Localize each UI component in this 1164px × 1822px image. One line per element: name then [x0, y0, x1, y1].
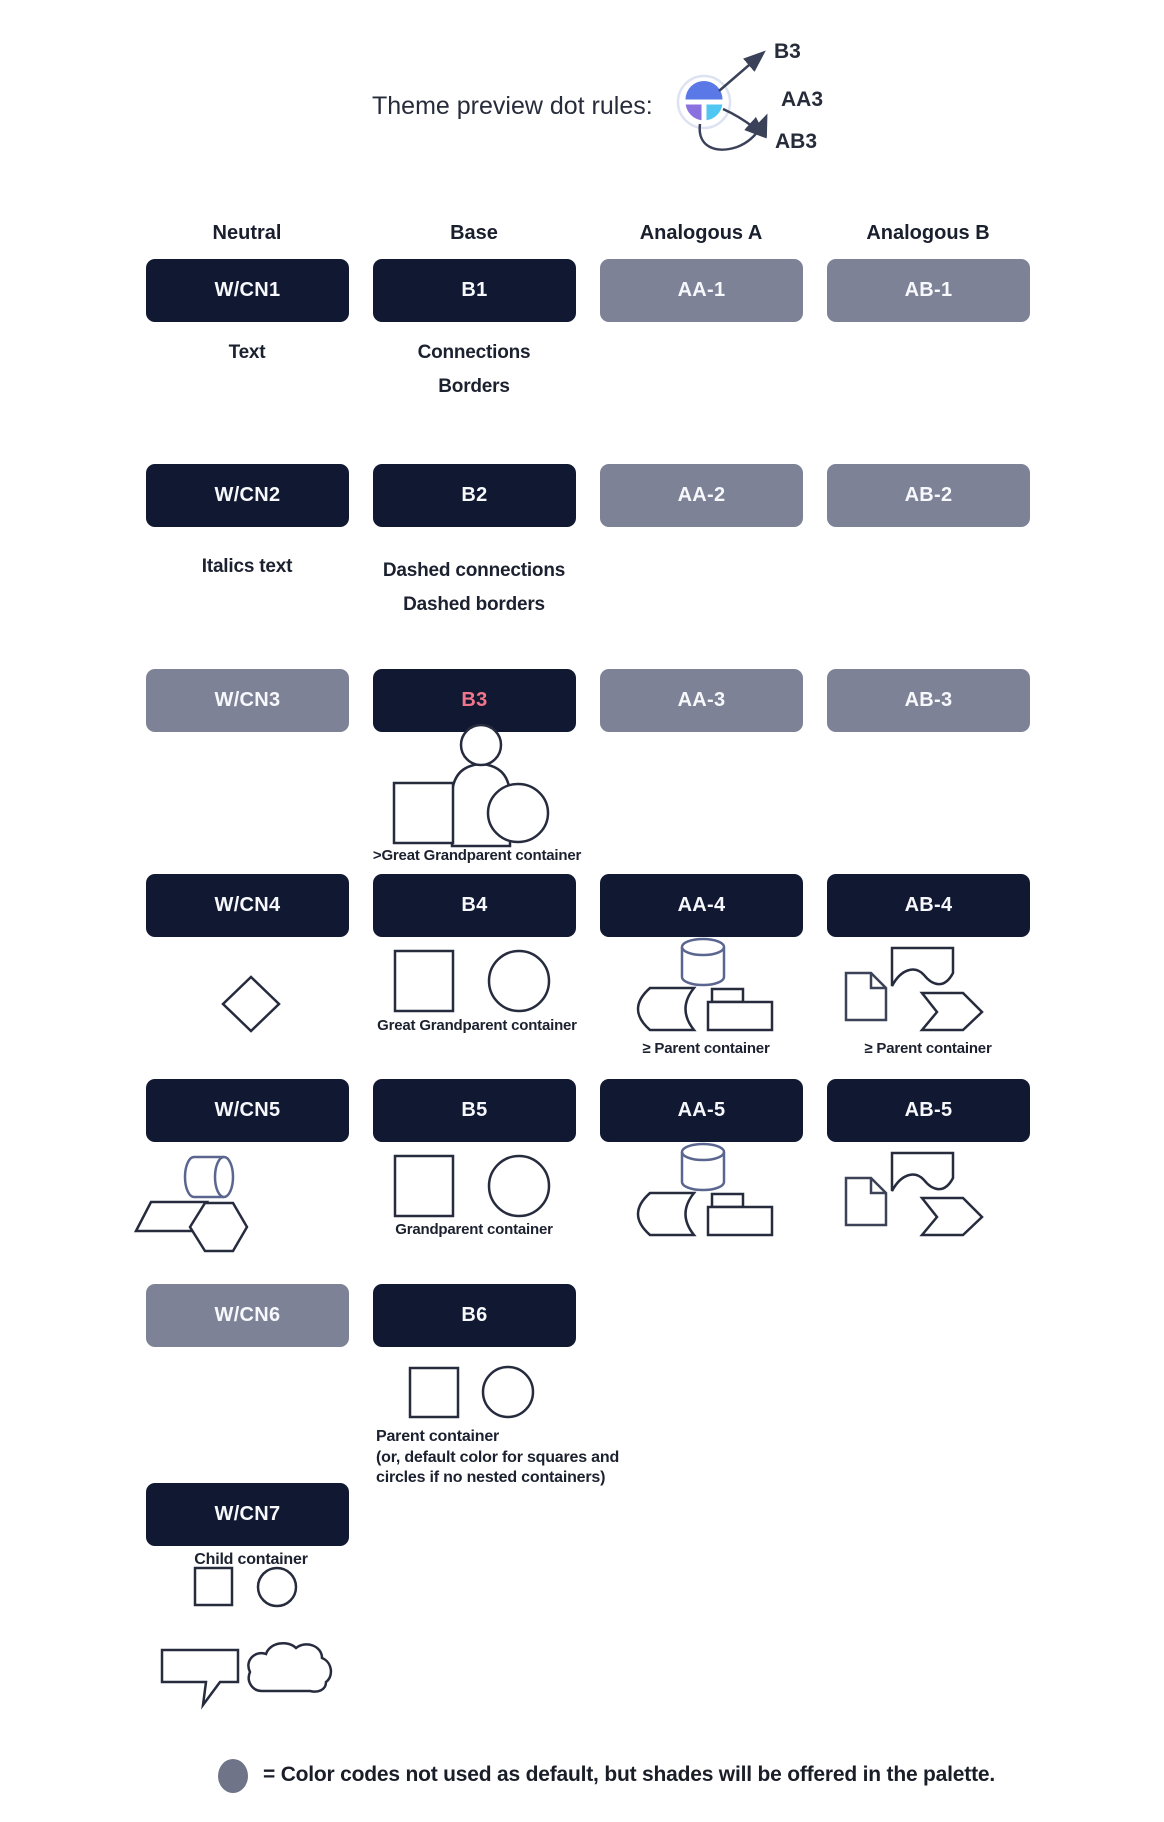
- stored-data-icon: [638, 1193, 694, 1235]
- swatch-b2: [373, 464, 576, 527]
- dot-rule-arrows: [700, 53, 766, 150]
- caption-text: Text: [228, 342, 266, 363]
- dot-label-aa3: AA3: [781, 88, 824, 111]
- square-icon: [195, 1568, 232, 1605]
- caption-parent-note-1: (or, default color for squares and: [376, 1449, 620, 1466]
- chevron-icon: [922, 1198, 982, 1235]
- swatch-wcn7: [146, 1483, 349, 1546]
- swatch-ab1: [827, 259, 1030, 322]
- swatch-label: AB-1: [904, 279, 953, 301]
- page-title: Theme preview dot rules:: [372, 92, 653, 120]
- b4-shape-cluster: [395, 951, 549, 1011]
- arrow-to-ab3: [723, 109, 764, 136]
- circle-icon: [489, 1156, 549, 1216]
- square-icon: [395, 951, 453, 1011]
- swatch-label: B3: [461, 689, 488, 711]
- swatch-aa1: [600, 259, 803, 322]
- swatch-label: AB-2: [904, 484, 953, 506]
- swatch-aa3: [600, 669, 803, 732]
- document-icon: [846, 973, 886, 1020]
- dot-segment-analogous-b: [707, 105, 723, 121]
- swatch-label: B4: [461, 894, 488, 916]
- swatch-label: W/CN6: [214, 1304, 281, 1326]
- stored-data-icon: [638, 988, 694, 1030]
- chevron-icon: [922, 993, 982, 1030]
- swatch-b6: [373, 1284, 576, 1347]
- speech-bubble-icon: [162, 1650, 238, 1705]
- swatch-label: W/CN4: [214, 894, 281, 916]
- caption-parent-gte-aa: ≥ Parent container: [642, 1040, 770, 1057]
- swatch-label: B6: [461, 1304, 488, 1326]
- caption-great-grandparent: Great Grandparent container: [377, 1017, 577, 1034]
- caption-parent-note-2: circles if no nested containers): [376, 1469, 606, 1486]
- wave-document-icon: [892, 948, 953, 986]
- arrow-to-b3: [719, 53, 763, 91]
- swatch-ab4: [827, 874, 1030, 937]
- swatch-ab3: [827, 669, 1030, 732]
- swatch-label: W/CN1: [214, 279, 281, 301]
- legend-text: = Color codes not used as default, but shades will be offered in the palette.: [263, 1763, 995, 1786]
- folder-icon: [708, 1194, 772, 1235]
- caption-italics-text: Italics text: [201, 556, 293, 577]
- b3-shape-cluster: [394, 725, 548, 846]
- dot-segment-analogous-a: [686, 105, 702, 121]
- swatch-label: AA-5: [677, 1099, 726, 1121]
- column-header-analogous-b: Analogous B: [866, 222, 990, 244]
- swatch-wcn2: [146, 464, 349, 527]
- folder-icon: [708, 989, 772, 1030]
- wave-document-icon: [892, 1153, 953, 1191]
- ab5-shape-cluster: [846, 1153, 982, 1235]
- gray-dot-icon: [218, 1759, 248, 1793]
- dot-label-ab3: AB3: [775, 130, 818, 153]
- wcn7-shape-cluster: [162, 1568, 331, 1705]
- theme-preview-dot-icon: [678, 76, 730, 128]
- swatch-label: B5: [461, 1099, 488, 1121]
- hexagon-icon: [190, 1203, 247, 1251]
- circle-icon: [483, 1367, 533, 1417]
- caption-great-grandparent-gt: >Great Grandparent container: [372, 847, 582, 864]
- swatch-label: AB-5: [904, 1099, 953, 1121]
- swatch-aa2: [600, 464, 803, 527]
- circle-icon: [258, 1568, 296, 1606]
- arrow-to-aa3: [700, 117, 766, 150]
- caption-dashed-connections: Dashed connections: [382, 560, 566, 581]
- swatch-b4: [373, 874, 576, 937]
- swatch-wcn6: [146, 1284, 349, 1347]
- swatch-label: AB-3: [904, 689, 953, 711]
- swatch-label: AA-4: [677, 894, 726, 916]
- swatch-label: W/CN7: [214, 1503, 281, 1525]
- swatch-label: AB-4: [904, 894, 953, 916]
- person-icon: [452, 764, 510, 846]
- swatch-label: B2: [461, 484, 488, 506]
- swatch-aa4: [600, 874, 803, 937]
- circle-icon: [489, 951, 549, 1011]
- swatch-ab2: [827, 464, 1030, 527]
- swatch-label: AA-2: [677, 484, 726, 506]
- swatch-b5: [373, 1079, 576, 1142]
- ab4-shape-cluster: [846, 948, 982, 1030]
- column-header-analogous-a: Analogous A: [639, 222, 763, 244]
- swatch-wcn4: [146, 874, 349, 937]
- b5-shape-cluster: [395, 1156, 549, 1216]
- swatch-ab5: [827, 1079, 1030, 1142]
- swatch-wcn5: [146, 1079, 349, 1142]
- wcn5-shape-cluster: [136, 1157, 247, 1251]
- caption-connections: Connections: [417, 342, 531, 363]
- aa4-shape-cluster: [638, 939, 772, 1030]
- aa5-shape-cluster: [638, 1144, 772, 1235]
- swatch-aa5: [600, 1079, 803, 1142]
- square-icon: [394, 783, 453, 843]
- swatch-label: W/CN5: [214, 1099, 281, 1121]
- dot-segment-base: [686, 81, 723, 100]
- caption-parent: Parent container: [376, 1428, 500, 1445]
- swatch-label: AA-1: [677, 279, 726, 301]
- parallelogram-icon: [136, 1202, 207, 1231]
- circle-icon: [488, 784, 548, 842]
- horizontal-cylinder-icon: [185, 1157, 233, 1197]
- column-header-base: Base: [450, 222, 498, 244]
- swatch-wcn3: [146, 669, 349, 732]
- caption-parent-gte-ab: ≥ Parent container: [864, 1040, 992, 1057]
- swatch-b3: [373, 669, 576, 732]
- caption-borders: Borders: [438, 376, 510, 397]
- cylinder-icon: [682, 939, 724, 985]
- column-header-neutral: Neutral: [212, 222, 282, 244]
- swatch-label: B1: [461, 279, 488, 301]
- caption-grandparent: Grandparent container: [395, 1221, 553, 1238]
- square-icon: [410, 1368, 458, 1417]
- cloud-icon: [248, 1643, 331, 1691]
- caption-child: Child container: [194, 1551, 308, 1568]
- document-icon: [846, 1178, 886, 1225]
- diamond-icon: [223, 977, 279, 1031]
- swatch-b1: [373, 259, 576, 322]
- dot-label-b3: B3: [774, 40, 801, 63]
- square-icon: [395, 1156, 453, 1216]
- b6-shape-cluster: [410, 1367, 533, 1417]
- swatch-label: W/CN3: [214, 689, 281, 711]
- swatch-label: W/CN2: [214, 484, 281, 506]
- swatch-label: AA-3: [677, 689, 726, 711]
- swatch-wcn1: [146, 259, 349, 322]
- cylinder-icon: [682, 1144, 724, 1190]
- caption-dashed-borders: Dashed borders: [403, 594, 545, 615]
